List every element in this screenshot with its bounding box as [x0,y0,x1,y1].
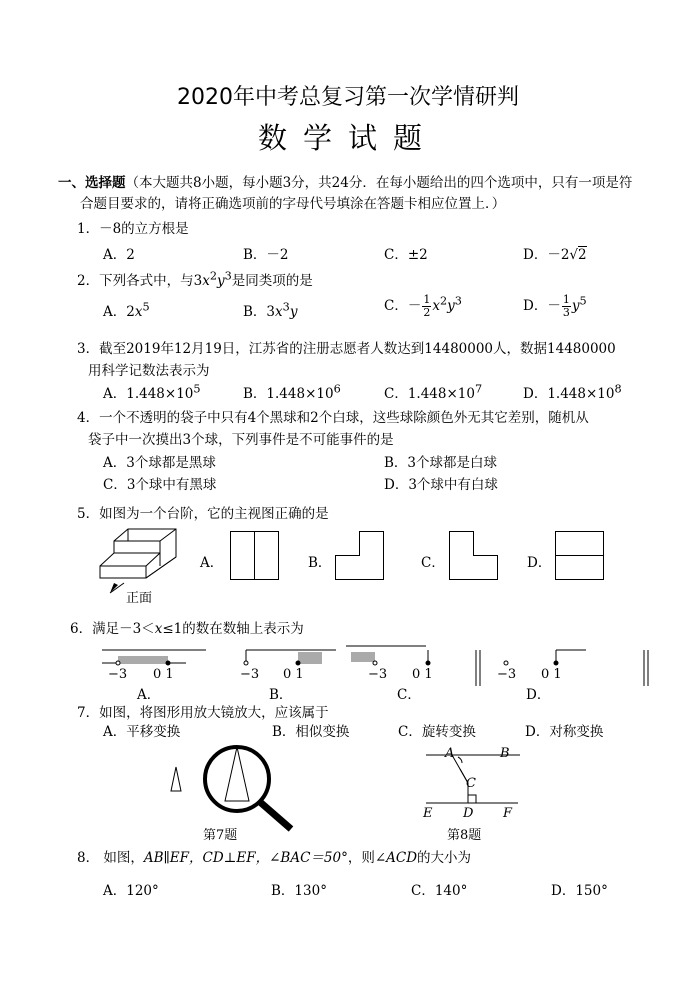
q6-c-tick-mid: 0 1 [412,667,433,682]
q8-stem [77,846,471,866]
q5-view-b [335,531,385,581]
q8-stem-angle: ∠ACD [374,850,418,866]
exam-subject: 数学试题 [257,121,438,155]
q4-option-c[interactable]: C．3个球中有黑球 [103,477,217,493]
q8-stem-expr: AB∥EF，CD⊥EF，∠BAC＝50° [143,850,348,866]
q2-option-c[interactable]: C．－ $\frac{1}{2}$ $x^2y^3$ [384,293,462,319]
section-instructions [58,173,640,215]
q6-d-tick-mid: 0 1 [541,667,562,682]
q6-c-tick-left: −3 [368,667,388,682]
q8-stem-prefix: 8． 如图， [77,850,144,866]
q7-option-a[interactable]: A．平移变换 [103,724,181,740]
q8-caption: 第8题 [447,828,482,843]
q6-stem-prefix: 6．满足－3＜ [70,621,155,637]
q1-option-d[interactable] [523,243,587,263]
q5-option-a[interactable]: A． [200,555,224,571]
q2-stem-suffix: 是同类项的是 [231,273,313,289]
q2-b-label: B． [243,304,267,320]
q3-option-b[interactable] [243,382,341,402]
q2-stem-prefix: 2．下列各式中，与 [77,273,194,289]
q8-option-c[interactable]: C．140° [411,883,468,899]
q7-caption: 第7题 [203,828,238,843]
q4-stem-line2: 袋子中一次摸出3个球，下列事件是不可能事件的是 [88,432,394,448]
q5-option-d[interactable]: D． [527,555,552,571]
q6-d-tick-left: −3 [497,667,517,682]
q2-option-d[interactable]: D．－ $\frac{1}{3}$ $y^5$ [523,293,587,319]
q3-b-exp: 6 [333,382,341,396]
q5-stem: 5．如图为一个台阶，它的主视图正确的是 [77,506,329,522]
q6-b-tick-left: −3 [240,667,260,682]
section-label: 一、选择题 [58,175,126,191]
q5-view-c [449,531,499,581]
q3-c-text: C．1.448×10 [384,386,475,402]
q6-option-d[interactable]: D． [526,687,551,703]
q1-option-b[interactable]: B．－2 [243,247,289,263]
q3-stem-line1: 3．截至2019年12月19日，江苏省的注册志愿者人数达到14480000人，数据14480000 [77,341,616,357]
q5-view-a [230,531,280,581]
q6-a-tick-mid: 0 1 [153,667,174,682]
q1-option-c[interactable]: C．±2 [384,247,428,263]
q2-a-label: A． [103,304,127,320]
q1-d-text: D．－2 [523,247,570,263]
front-label: 正面 [126,591,153,606]
q5-option-c[interactable]: C． [421,555,445,571]
q3-stem-line2: 用科学记数法表示为 [88,363,210,379]
q3-d-text: D．1.448×10 [523,386,615,402]
q8-option-b[interactable]: B．130° [271,883,327,899]
q3-c-exp: 7 [474,382,483,396]
q5-view-d [555,531,605,581]
q5-option-b[interactable]: B． [308,555,332,571]
q4-option-b[interactable]: B．3个球都是白球 [384,455,498,471]
q4-stem-line1: 4．一个不透明的袋子中只有4个黑球和2个白球，这些球除颜色外无其它差别，随机从 [77,410,589,426]
exam-title: 2020年中考总复习第一次学情研判 [177,85,519,110]
fraction: $\frac{1}{3}$ [562,293,570,319]
q6-option-a[interactable]: A． [137,687,161,703]
q7-stem: 7．如图，将图形用放大镜放大，应该属于 [77,705,329,721]
q2-option-a[interactable]: A．$2x^5$ [103,300,150,320]
q3-option-d[interactable] [523,382,622,402]
q8-point-c: C [466,776,476,791]
q8-option-d[interactable]: D．150° [551,883,608,899]
q2-stem: 2．下列各式中，与$3x^2y^3$是同类项的是 [77,269,313,289]
q3-a-exp: 5 [193,382,201,396]
q7-option-d[interactable]: D．对称变换 [525,724,604,740]
q1-d-radicand: 2 [578,247,587,263]
fraction: $\frac{1}{2}$ [423,293,431,319]
q8-stem-mid: ，则 [347,850,375,866]
q1-option-a[interactable]: A．2 [103,247,135,263]
q7-option-b[interactable]: B．相似变换 [272,724,350,740]
q3-option-a[interactable] [103,382,201,402]
q2-d-label: D．－ [523,298,561,314]
q8-point-a: A [445,746,455,761]
q8-point-d: D [463,806,474,821]
q3-b-text: B．1.448×10 [243,386,334,402]
q8-point-b: B [500,746,510,761]
q6-b-tick-mid: 0 1 [283,667,304,682]
q3-option-c[interactable] [384,382,482,402]
q8-point-f: F [503,806,513,821]
q2-c-label: C．－ [384,298,422,314]
q8-point-e: E [423,806,433,821]
q4-option-a[interactable]: A．3个球都是黑球 [103,455,216,471]
q4-option-d[interactable]: D．3个球中有白球 [384,477,498,493]
q8-stem-suffix: 的大小为 [417,850,472,866]
q3-d-exp: 8 [614,382,622,396]
q8-option-a[interactable]: A．120° [103,883,159,899]
q6-stem-var: x [154,621,163,637]
q6-stem [70,617,304,637]
q1-stem: 1．－8的立方根是 [77,221,189,237]
magnifier-figure [160,735,310,835]
q6-stem-suffix: ≤1的数在数轴上表示为 [162,621,304,637]
q6-a-tick-left: −3 [108,667,128,682]
q6-option-c[interactable]: C． [397,687,421,703]
q3-a-text: A．1.448×10 [103,386,194,402]
q2-option-b[interactable]: B．$3x^3y$ [243,300,298,320]
section-text: （本大题共8小题，每小题3分，共24分．在每小题给出的四个选项中，只有一项是符合题目要求的，请将正确选项前的字母代号填涂在答题卡相应位置上．） [80,175,633,212]
q6-option-b[interactable]: B． [269,687,293,703]
sqrt-sign: √ [569,247,579,263]
q7-option-c[interactable]: C．旋转变换 [398,724,476,740]
